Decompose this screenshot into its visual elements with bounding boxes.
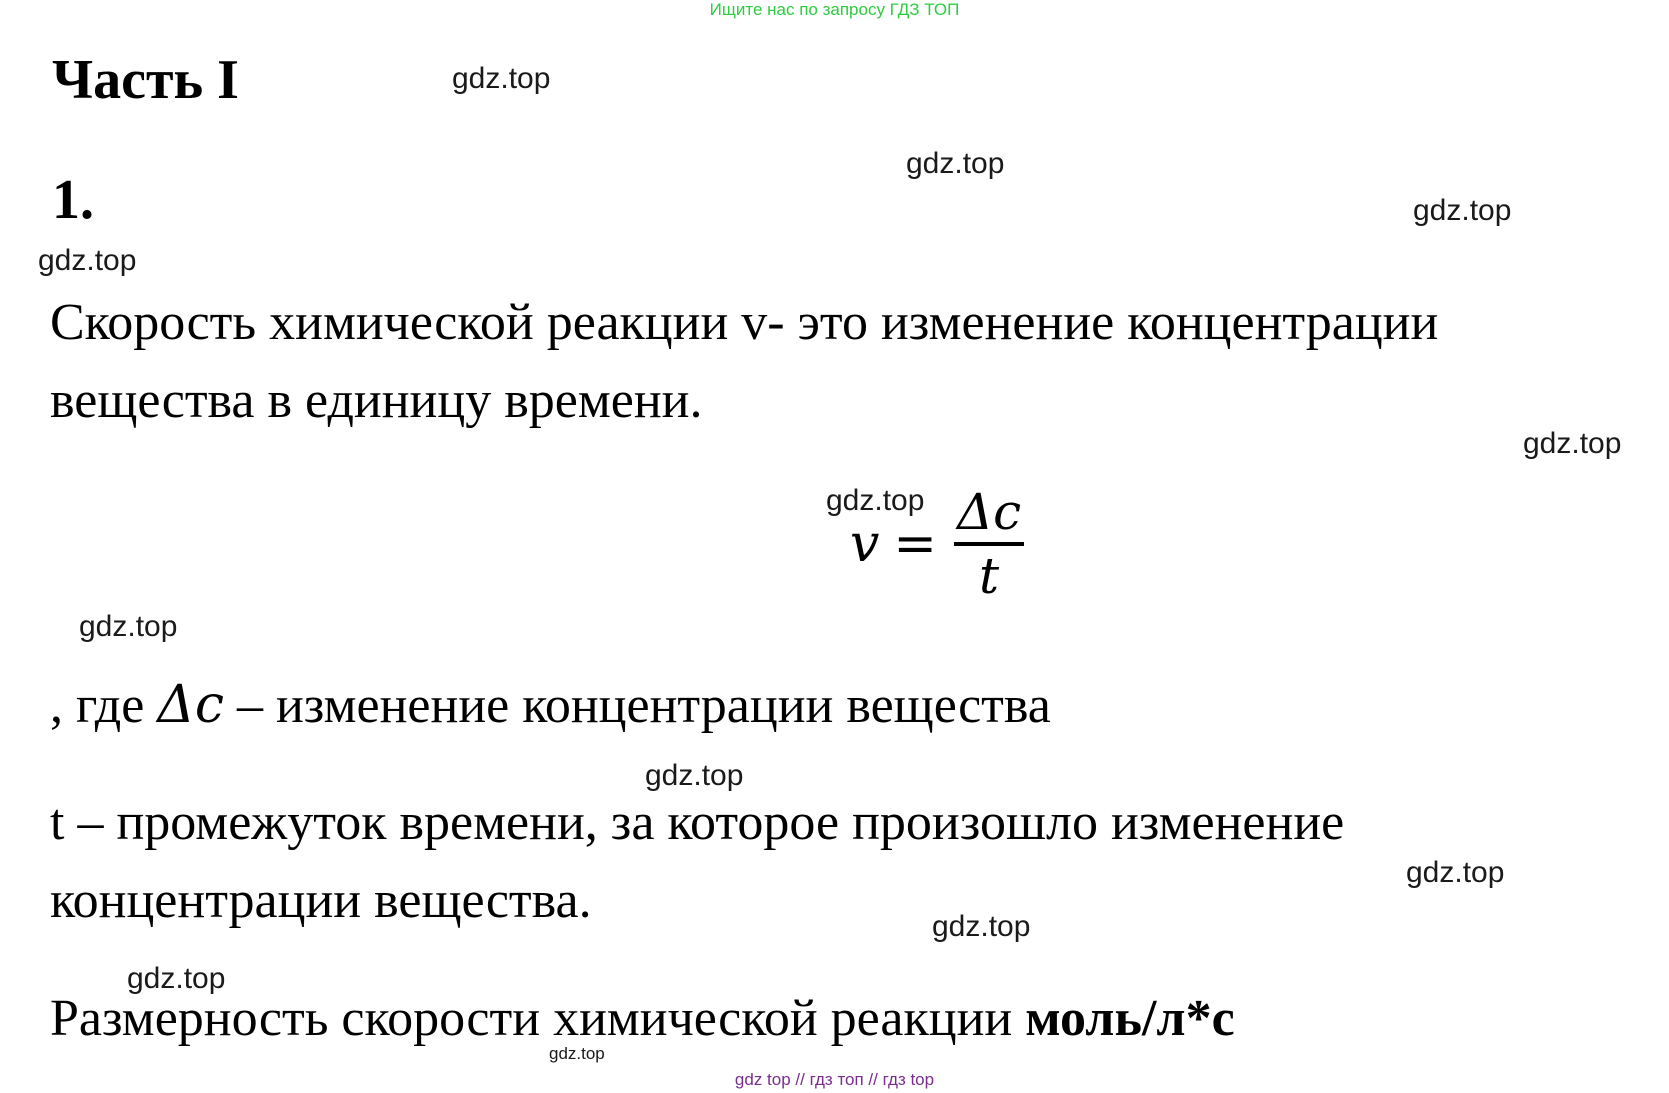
watermark: gdz.top [1523, 427, 1622, 460]
watermark: gdz.top [932, 910, 1031, 943]
top-banner: Ищите нас по запросу ГДЗ ТОП [709, 0, 960, 19]
definition-line-2: вещества в единицу времени. [50, 372, 703, 429]
footer-watermark: gdz top // гдз топ // гдз top [734, 1070, 935, 1089]
watermark: gdz.top [127, 962, 226, 995]
watermark: gdz.top [452, 62, 551, 95]
task-number: 1. [52, 169, 94, 231]
where-prefix: , где [50, 677, 158, 734]
watermark: gdz.top [38, 244, 137, 277]
dimension-unit: моль/л*с [1025, 990, 1235, 1047]
formula-numerator: Δc [956, 483, 1022, 541]
definition-line-1: Скорость химической реакции v- это изменение концентрации [50, 294, 1439, 351]
watermark: gdz.top [826, 484, 925, 517]
dimension-line [50, 980, 1235, 1058]
watermark: gdz.top [906, 147, 1005, 180]
where-suffix: – изменение концентрации вещества [223, 677, 1051, 734]
formula-fraction [951, 482, 1027, 606]
watermark: gdz.top [549, 1044, 605, 1063]
formula-equals: = [893, 514, 937, 574]
delta-c-symbol: Δc [157, 675, 224, 735]
watermark: gdz.top [645, 759, 744, 792]
formula-lhs: v [850, 514, 880, 574]
watermark: gdz.top [79, 610, 178, 643]
watermark: gdz.top [1413, 194, 1512, 227]
t-line-1: t – промежуток времени, за которое произошло изменение [50, 794, 1345, 851]
t-line-2: концентрации вещества. [50, 872, 592, 929]
where-line [50, 666, 1051, 745]
dimension-text: Размерность скорости химической реакции [50, 990, 1026, 1047]
formula-denominator: t [978, 547, 1000, 605]
watermark: gdz.top [1406, 856, 1505, 889]
part-heading: Часть I [52, 49, 239, 111]
